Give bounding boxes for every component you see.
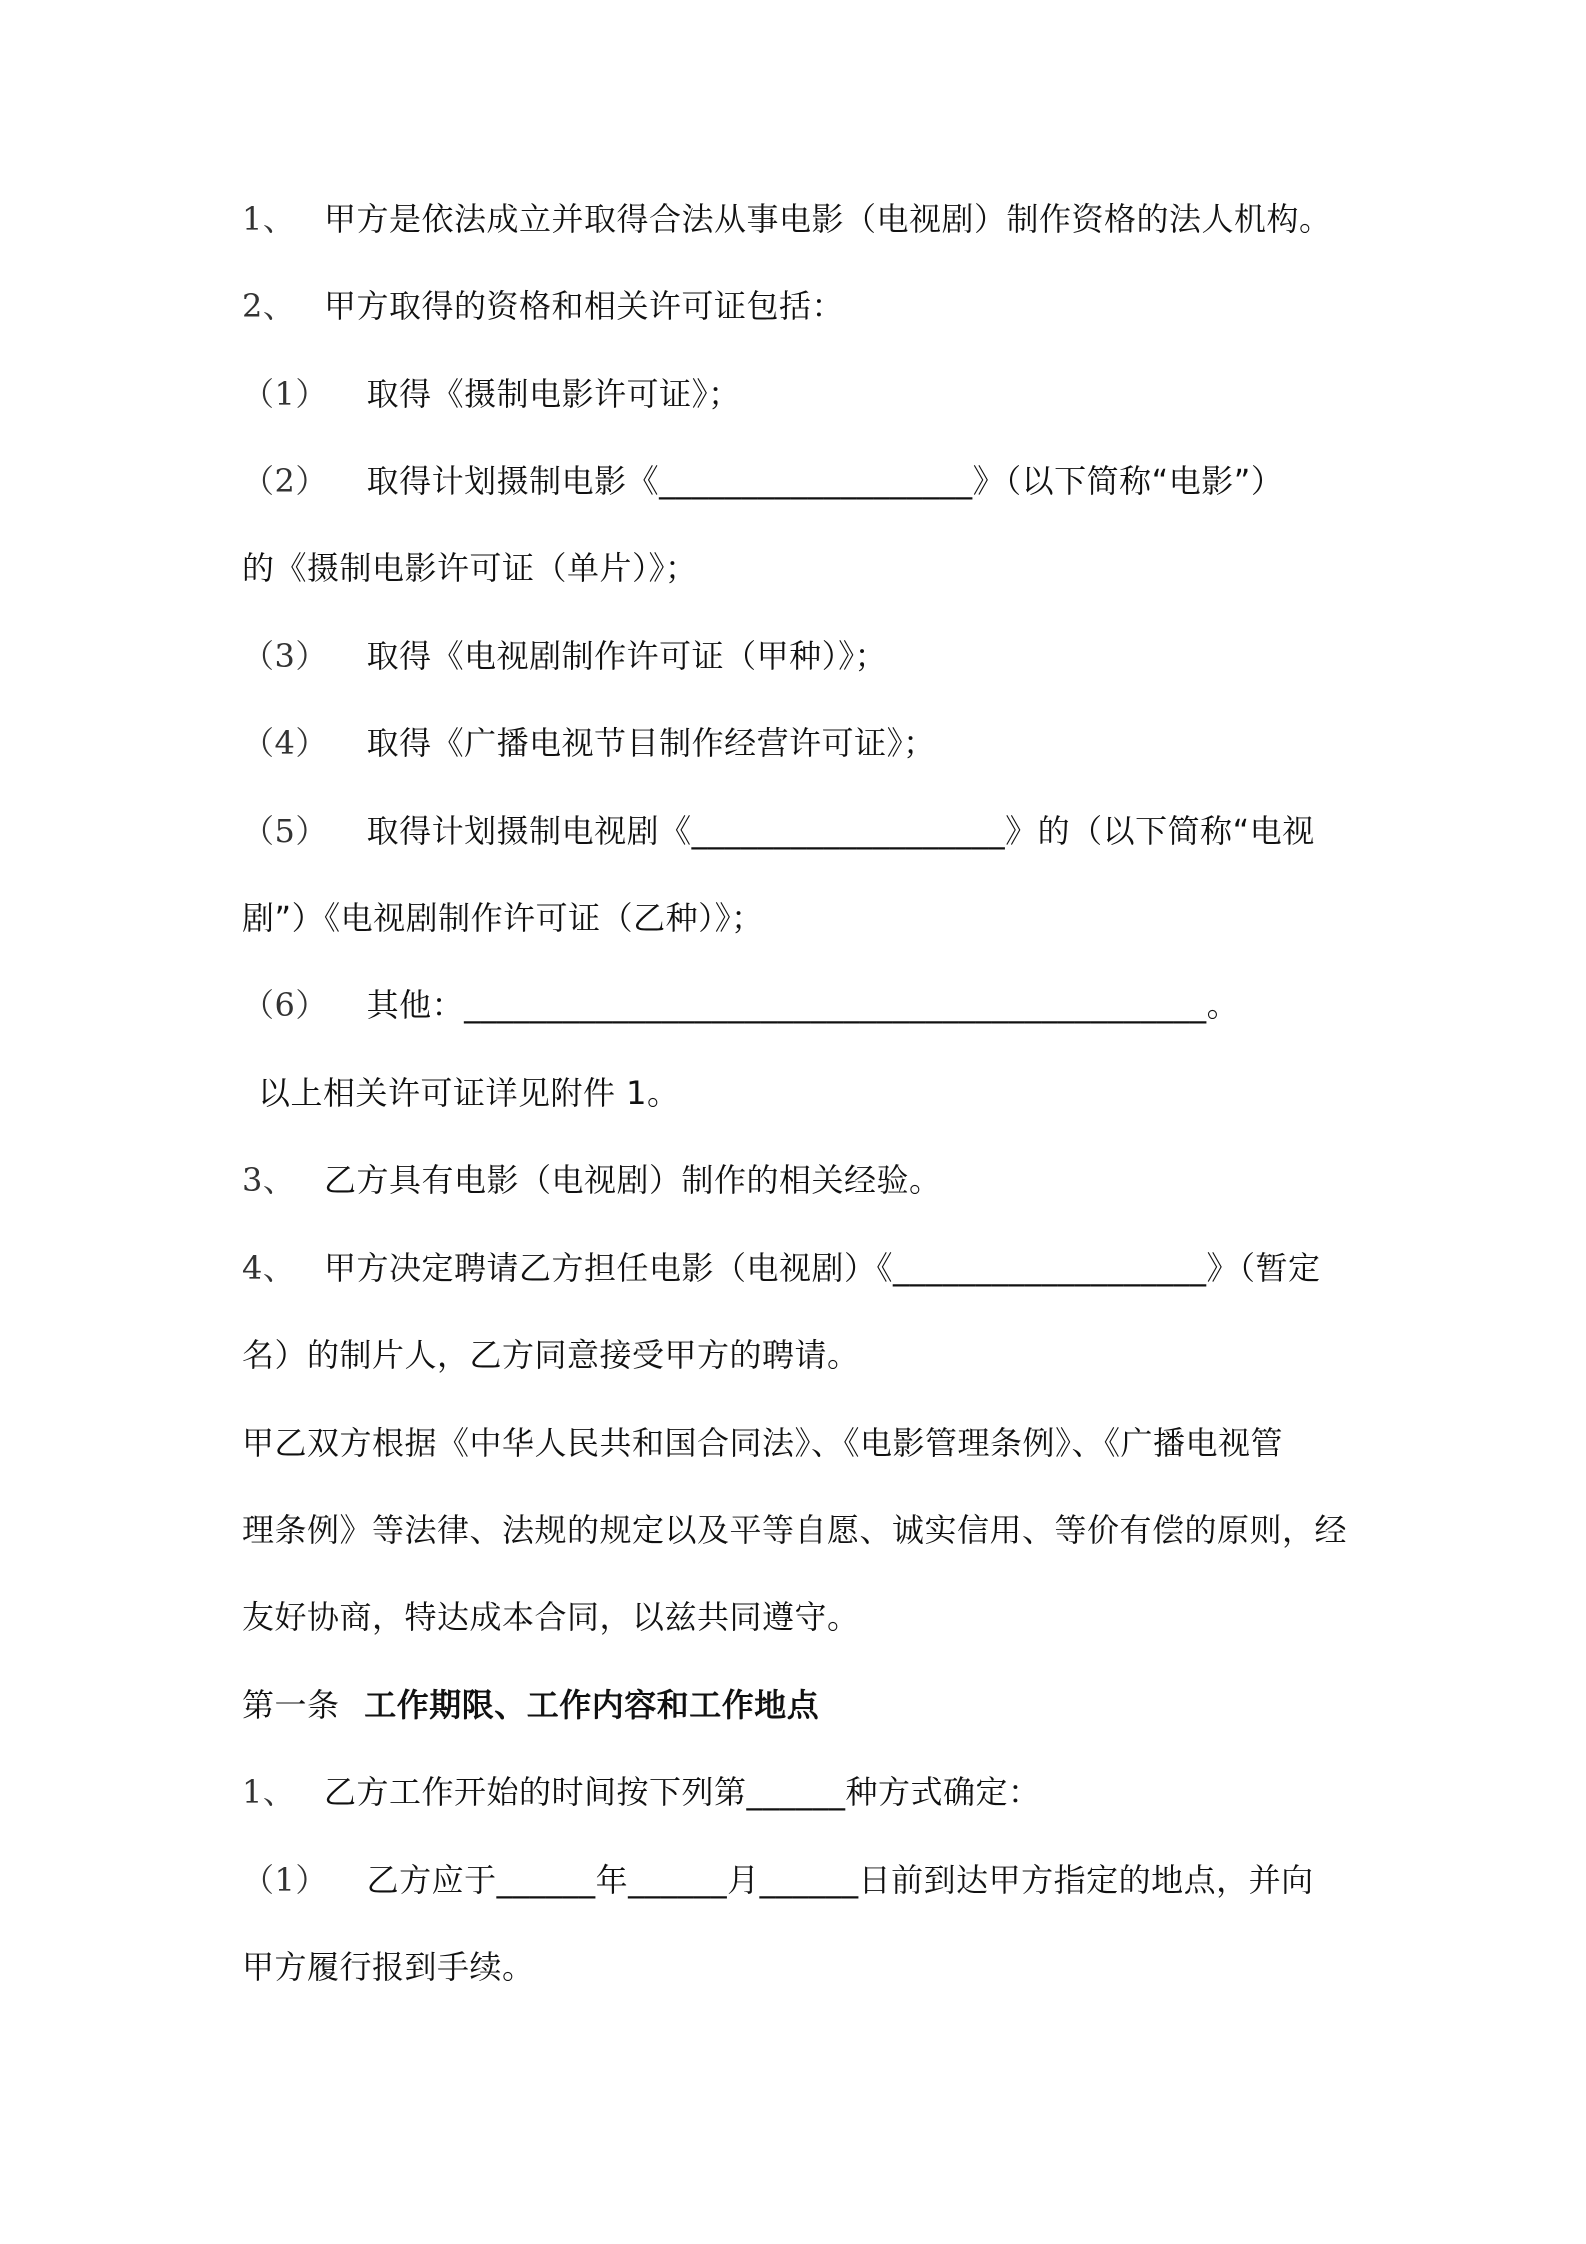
preamble-text: 友好协商，特达成本合同，以兹共同遵守。 xyxy=(242,1598,860,1636)
item-number: （6） xyxy=(242,986,328,1024)
license-item-2-continued xyxy=(242,548,698,588)
clause-text: 甲方决定聘请乙方担任电影（电视剧）《___________________》（暂定 xyxy=(324,1249,1321,1287)
item-text: 取得《电视剧制作许可证（甲种）》； xyxy=(366,637,888,675)
article-1-option-1-continued xyxy=(242,1947,535,1987)
article-title: 工作期限、工作内容和工作地点 xyxy=(364,1686,820,1724)
item-number: （1） xyxy=(242,375,328,413)
item-text: 取得《摄制电影许可证》； xyxy=(366,375,741,413)
item-text-continued: 的《摄制电影许可证（单片）》； xyxy=(242,549,698,587)
clause-1 xyxy=(242,199,1332,239)
article-1-option-1 xyxy=(242,1860,1314,1900)
item-text: 乙方应于______年______月______日前到达甲方指定的地点，并向 xyxy=(366,1861,1314,1899)
clause-4-continued xyxy=(242,1335,860,1375)
item-text: 其他：_____________________________________________。 xyxy=(366,986,1240,1024)
item-number: （1） xyxy=(242,1861,328,1899)
clause-number: 1、 xyxy=(242,200,296,238)
item-text-continued: 剧”）《电视剧制作许可证（乙种）》； xyxy=(242,899,764,937)
clause-text: 乙方工作开始的时间按下列第______种方式确定： xyxy=(324,1773,1041,1811)
license-item-5-continued xyxy=(242,898,764,938)
item-number: （5） xyxy=(242,812,328,850)
article-1-clause-1 xyxy=(242,1772,1041,1812)
item-number: （3） xyxy=(242,637,328,675)
clause-text: 甲方是依法成立并取得合法从事电影（电视剧）制作资格的法人机构。 xyxy=(324,200,1332,238)
item-text: 取得计划摄制电视剧《___________________》的（以下简称“电视 xyxy=(366,812,1315,850)
item-text: 取得计划摄制电影《___________________》（以下简称“电影”） xyxy=(366,462,1284,500)
article-1-heading xyxy=(242,1685,819,1725)
license-item-3 xyxy=(242,636,887,676)
clause-number: 4、 xyxy=(242,1249,296,1287)
clause-number: 2、 xyxy=(242,287,296,325)
preamble-line-3 xyxy=(242,1597,860,1637)
license-item-5 xyxy=(242,811,1315,851)
item-text: 取得《广播电视节目制作经营许可证》； xyxy=(366,724,936,762)
clause-3 xyxy=(242,1160,942,1200)
clause-text-continued: 名）的制片人，乙方同意接受甲方的聘请。 xyxy=(242,1336,860,1374)
item-number: （4） xyxy=(242,724,328,762)
preamble-line-2 xyxy=(242,1510,1347,1550)
clause-number: 1、 xyxy=(242,1773,296,1811)
clause-number: 3、 xyxy=(242,1161,296,1199)
preamble-text: 甲乙双方根据《中华人民共和国合同法》、《电影管理条例》、《广播电视管 xyxy=(242,1424,1284,1462)
license-item-2 xyxy=(242,461,1283,501)
license-item-6 xyxy=(242,985,1239,1025)
preamble-text: 理条例》等法律、法规的规定以及平等自愿、诚实信用、等价有偿的原则，经 xyxy=(242,1511,1348,1549)
license-item-4 xyxy=(242,723,936,763)
attachment-note xyxy=(258,1073,680,1113)
clause-text: 甲方取得的资格和相关许可证包括： xyxy=(324,287,845,325)
note-text: 以上相关许可证详见附件 1。 xyxy=(258,1074,680,1112)
clause-4 xyxy=(242,1248,1321,1288)
clause-text: 乙方具有电影（电视剧）制作的相关经验。 xyxy=(324,1161,942,1199)
preamble-line-1 xyxy=(242,1423,1283,1463)
license-item-1 xyxy=(242,374,741,414)
clause-2 xyxy=(242,286,844,326)
item-text-continued: 甲方履行报到手续。 xyxy=(242,1948,535,1986)
article-label: 第一条 xyxy=(242,1686,340,1724)
item-number: （2） xyxy=(242,462,328,500)
